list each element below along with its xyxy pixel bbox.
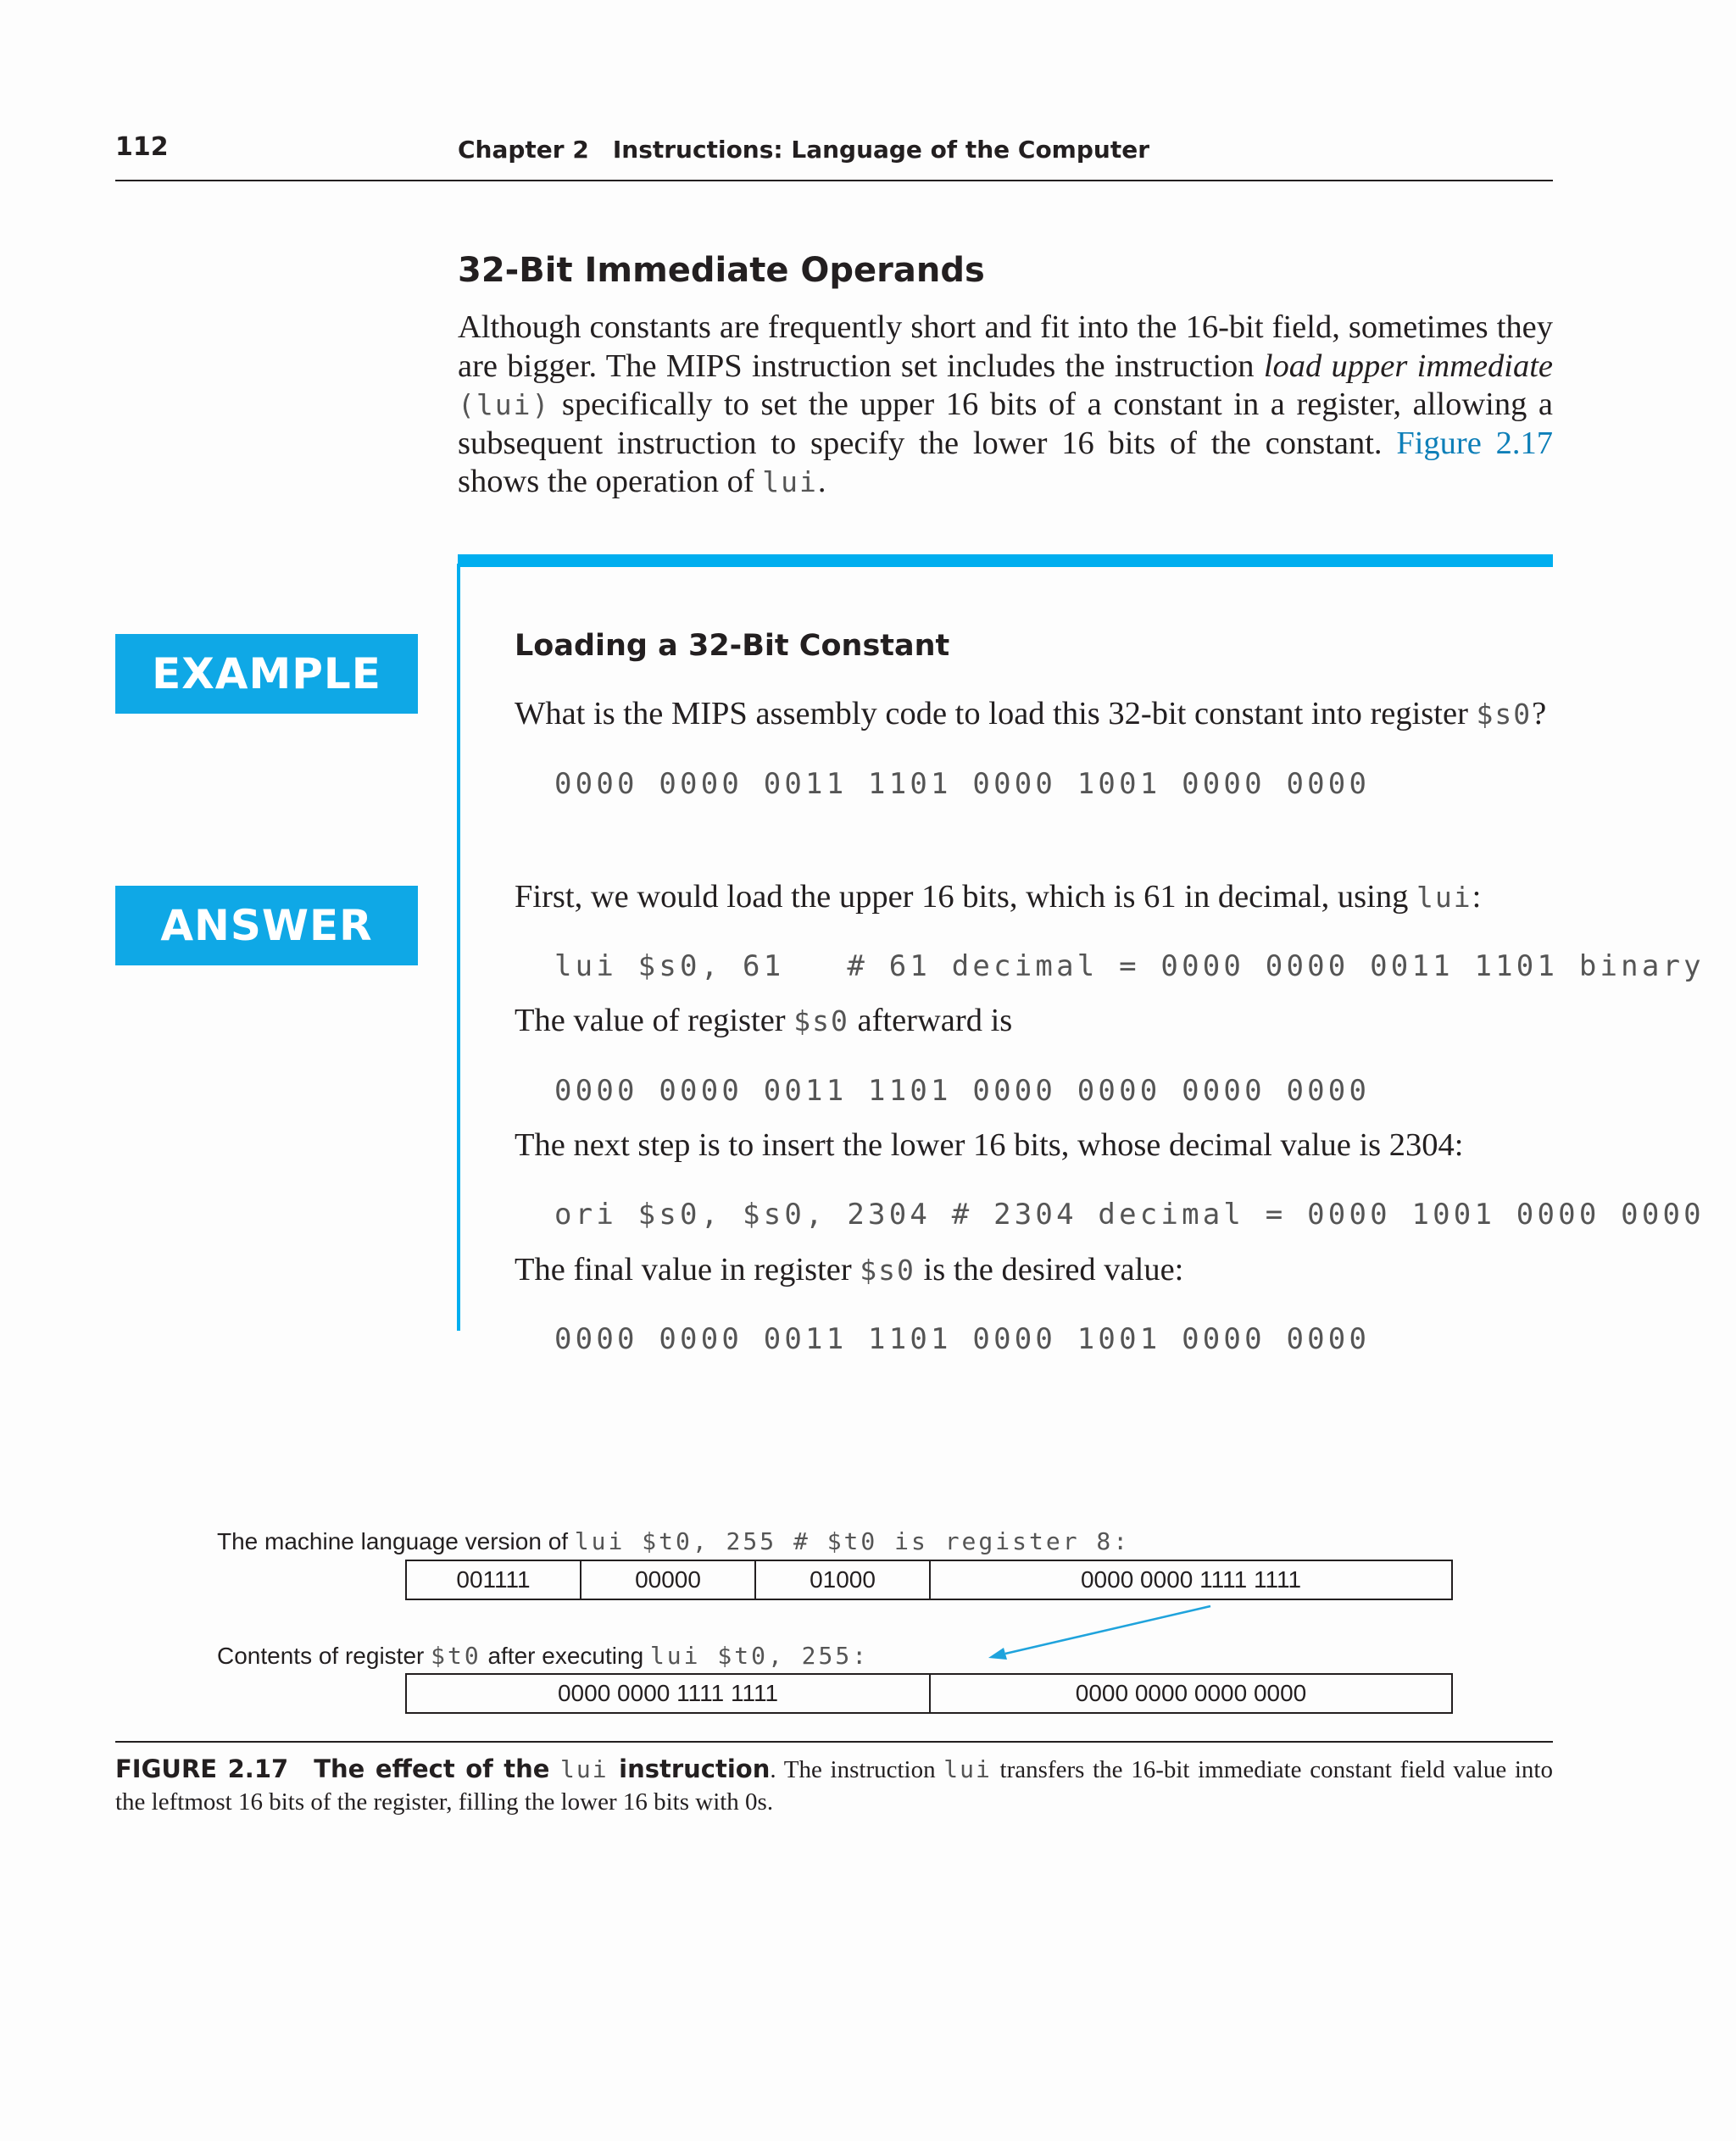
caption-text: transfers the 16-bit immediate constant field value into the leftmost 16 bits of the register, filling the lower 16 bits with 0s. xyxy=(115,1756,1553,1816)
answer-line xyxy=(515,1251,1183,1288)
caption-rule xyxy=(115,1741,1553,1743)
intro-paragraph xyxy=(458,309,1553,502)
rs-field: 00000 xyxy=(581,1561,756,1599)
question-text: ? xyxy=(1532,696,1547,731)
figure-label-text: after executing xyxy=(481,1643,650,1669)
answer-text: First, we would load the upper 16 bits, which is 61 in decimal, using xyxy=(515,879,1416,915)
example-top-bar xyxy=(458,554,1553,567)
section-heading: 32-Bit Immediate Operands xyxy=(458,251,985,290)
figure-label-code: $t0 xyxy=(431,1642,481,1670)
figure-link[interactable]: Figure 2.17 xyxy=(1396,425,1553,461)
intro-code-lui: (lui) xyxy=(458,388,551,421)
figure-label-text: The machine language version of xyxy=(217,1528,575,1554)
answer-line xyxy=(515,1002,1012,1039)
figure-label-text: Contents of register xyxy=(217,1643,431,1669)
instruction-fields xyxy=(405,1560,1453,1600)
caption-bold-text: instruction xyxy=(608,1755,771,1783)
example-label: EXAMPLE xyxy=(115,634,418,714)
register-upper-half: 0000 0000 1111 1111 xyxy=(407,1675,931,1712)
answer-line: The next step is to insert the lower 16 bits, whose decimal value is 2304: xyxy=(515,1127,1464,1163)
page-number: 112 xyxy=(115,132,169,162)
figure-label-register-contents xyxy=(217,1642,869,1670)
header-rule xyxy=(115,180,1553,181)
answer-text: : xyxy=(1472,879,1482,915)
rt-field: 01000 xyxy=(756,1561,931,1599)
register-name: $s0 xyxy=(1476,698,1533,731)
answer-text: The value of register xyxy=(515,1003,794,1038)
caption-code: lui xyxy=(943,1755,992,1783)
figure-number: FIGURE 2.17 xyxy=(115,1755,289,1783)
register-lower-half: 0000 0000 0000 0000 xyxy=(1075,1680,1307,1706)
answer-text: The final value in register xyxy=(515,1252,860,1287)
figure-label-machine-language xyxy=(217,1527,1130,1555)
opcode-field: 001111 xyxy=(407,1561,581,1599)
running-head xyxy=(458,136,1149,164)
code-lui-line: lui $s0, 61 # 61 decimal = 0000 0000 0011 1101 binary xyxy=(554,949,1705,983)
figure-label-code: lui $t0, 255: xyxy=(649,1642,870,1670)
intro-text: . xyxy=(817,464,826,499)
answer-text: is the desired value: xyxy=(915,1252,1184,1287)
inline-code: lui xyxy=(1416,881,1472,914)
example-question xyxy=(515,695,1546,732)
intro-italic-term: load upper immediate xyxy=(1263,348,1553,384)
chapter-title: Instructions: Language of the Computer xyxy=(612,136,1150,164)
intro-code-lui: lui xyxy=(762,465,818,498)
register-name: $s0 xyxy=(860,1254,915,1287)
register-name: $s0 xyxy=(793,1004,849,1037)
caption-bold-text: The effect of the xyxy=(314,1755,561,1783)
figure-caption xyxy=(115,1753,1553,1818)
answer-line xyxy=(515,878,1481,915)
binary-constant: 0000 0000 0011 1101 0000 1001 0000 0000 xyxy=(554,767,1371,801)
binary-final-value: 0000 0000 0011 1101 0000 1001 0000 0000 xyxy=(554,1322,1371,1356)
caption-text: . The instruction xyxy=(770,1756,944,1783)
question-text: What is the MIPS assembly code to load this 32-bit constant into register xyxy=(515,696,1477,731)
caption-code: lui xyxy=(560,1755,609,1783)
figure-label-code: lui $t0, 255 # $t0 is register 8: xyxy=(574,1527,1131,1555)
code-ori-line: ori $s0, $s0, 2304 # 2304 decimal = 0000 1001 0000 0000 xyxy=(554,1198,1705,1232)
chapter-number: Chapter 2 xyxy=(458,136,589,164)
intro-text: shows the operation of xyxy=(458,464,763,499)
example-side-bar xyxy=(457,564,460,1331)
immediate-field: 0000 0000 1111 1111 xyxy=(1080,1566,1302,1593)
arrow-head xyxy=(988,1648,1007,1660)
binary-value-after-lui: 0000 0000 0011 1101 0000 0000 0000 0000 xyxy=(554,1074,1371,1108)
intro-text: Although constants are frequently short and fit into the 16-bit field, sometimes they are bigger. The MIPS instruction set includes the instruction xyxy=(458,309,1553,384)
example-title: Loading a 32-Bit Constant xyxy=(515,629,950,663)
answer-text: afterward is xyxy=(849,1003,1013,1038)
register-fields xyxy=(405,1673,1453,1714)
intro-text: specifically to set the upper 16 bits of a constant in a register, allowing a subsequent instruction to specify the lower 16 bits of the constant. xyxy=(458,386,1553,461)
arrow-line xyxy=(1005,1606,1210,1654)
answer-label: ANSWER xyxy=(115,886,418,965)
